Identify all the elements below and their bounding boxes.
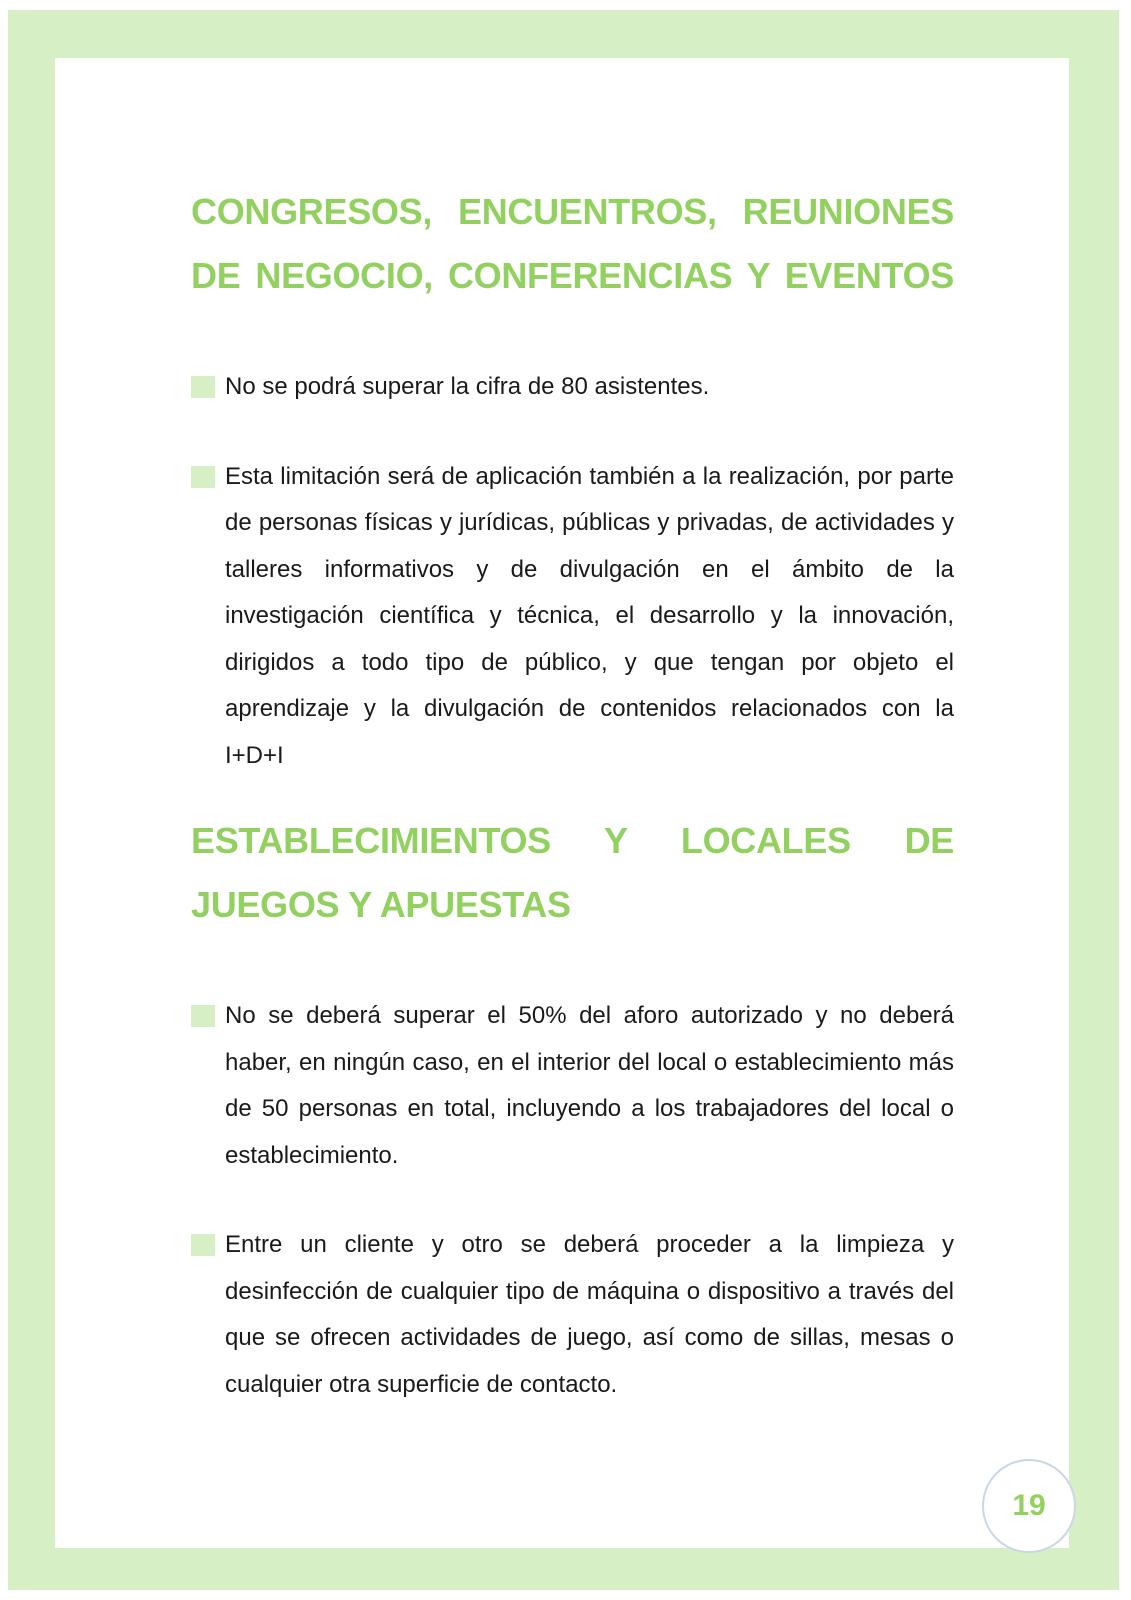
bullet-list-congresos: [191, 364, 954, 779]
heading-line: ESTABLECIMIENTOS Y LOCALES DE: [191, 820, 954, 861]
bullet-list-juegos: [191, 993, 954, 1408]
list-item: [191, 1222, 954, 1408]
heading-line: CONGRESOS, ENCUENTROS, REUNIONES: [191, 191, 954, 232]
heading-line: DE NEGOCIO, CONFERENCIAS Y EVENTOS: [191, 255, 954, 296]
page-content: [191, 180, 954, 1408]
bullet-text: Esta limitación será de aplicación también a la realización, por parte de personas físicas y jurídicas, públicas y privadas, de actividades y talleres informativos y de divulgación en el ámbito de la investigación científica y técnica, el desarrollo y la innovación, dirigidos a todo tipo de público, y que tengan por objeto el aprendizaje y la divulgación de contenidos relacionados con la I+D+I: [225, 462, 954, 769]
bullet-text: No se podrá superar la cifra de 80 asistentes.: [225, 373, 710, 400]
bullet-text: No se deberá superar el 50% del aforo autorizado y no deberá haber, en ningún caso, en el interior del local o establecimiento más de 50 personas en total, incluyendo a los trabajadores del local o establecimiento.: [225, 1002, 954, 1169]
list-item: [191, 454, 954, 780]
bullet-text: Entre un cliente y otro se deberá proceder a la limpieza y desinfección de cualquier tipo de máquina o dispositivo a través del que se ofrecen actividades de juego, así como de sillas, mesas o cualquier otra superficie de contacto.: [225, 1231, 954, 1398]
square-bullet-icon: [191, 466, 215, 488]
square-bullet-icon: [191, 1234, 215, 1256]
section-heading-congresos: [191, 180, 954, 308]
page-number-badge: 19: [982, 1459, 1076, 1553]
section-heading-establecimientos: [191, 809, 954, 937]
square-bullet-icon: [191, 376, 215, 398]
square-bullet-icon: [191, 1005, 215, 1027]
list-item: [191, 993, 954, 1179]
list-item: [191, 364, 954, 411]
heading-line: JUEGOS Y APUESTAS: [191, 884, 571, 925]
